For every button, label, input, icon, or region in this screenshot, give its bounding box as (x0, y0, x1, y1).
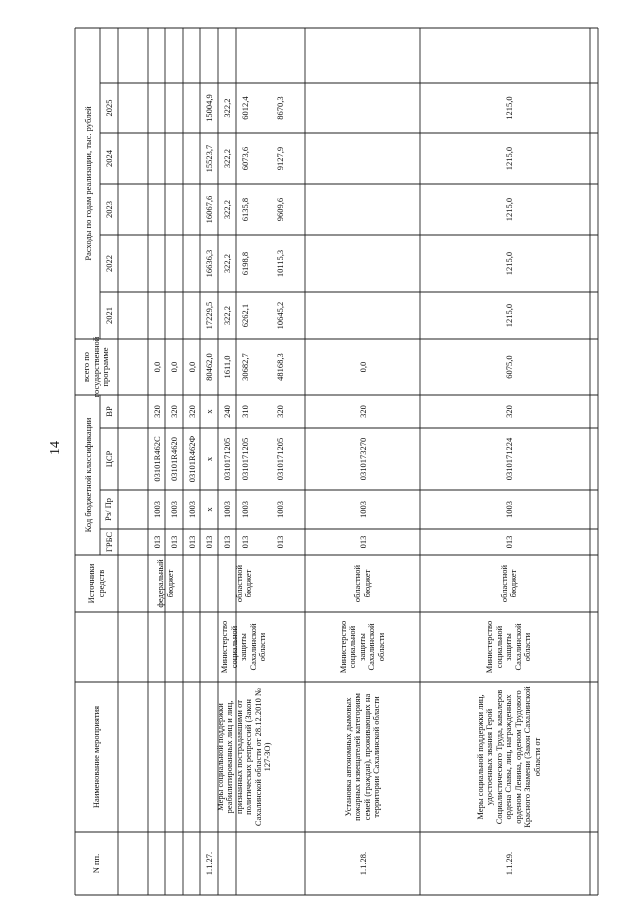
row-grbs: 013 (222, 535, 232, 549)
page-number: 14 (48, 441, 63, 455)
row-year-value (148, 235, 165, 292)
row-vr: 320 (169, 405, 179, 418)
row-rzpr: 1003 (151, 501, 162, 518)
row-total (118, 339, 148, 395)
header-name: Наименование мероприятия (90, 705, 101, 809)
row-rzpr: 1003 (240, 501, 250, 518)
row-rzpr: 1003 (274, 501, 285, 518)
row-year-value: 322,2 (222, 305, 232, 326)
row-year-value: 1215,0 (504, 303, 514, 328)
row-vr (118, 395, 148, 428)
header-expenses-group: Расходы по годам реализации, тыс. рублей (82, 106, 93, 261)
row-year-value (165, 235, 183, 292)
row-csr: 0310171205 (240, 437, 250, 481)
row-source: федеральный бюджет (155, 559, 175, 608)
row-year-value: 15004,9 (204, 94, 214, 122)
row-year-value: 322,2 (222, 98, 232, 118)
row-csr: 0310173270 (357, 437, 368, 481)
row-rzpr: 1003 (186, 501, 197, 518)
row-name: Меры социальной поддержки реабилитированных лиц и лиц, признанных пострадавшими от политических репрессий (Закон Сахалинской области от 28.12.2010 № 127-ЗО) (214, 687, 272, 827)
row-grbs: 013 (240, 535, 250, 549)
row-grbs: 013 (186, 535, 197, 549)
header-num: N пп. (90, 853, 101, 874)
row-csr: 03101R4620 (169, 437, 179, 481)
row-year-value (118, 184, 148, 235)
row-year-value: 322,2 (222, 148, 232, 169)
header-kbk-group: Код бюджетной классификации (82, 417, 93, 533)
row-year-value (165, 292, 183, 339)
row-rzpr (118, 490, 148, 529)
row-source: областной бюджет (498, 564, 518, 603)
row-year-value (118, 133, 148, 184)
row-csr: 03101R462Ф (186, 435, 197, 483)
header-year: 2023 (104, 201, 114, 218)
row-year-value (148, 133, 165, 184)
header-year: 2025 (104, 99, 114, 117)
row-csr: 0310171205 (274, 437, 285, 481)
row-year-value (183, 184, 200, 235)
row-executor: Министерство социальной защиты Сахалинской области (219, 620, 268, 674)
row-grbs: 013 (151, 535, 162, 549)
row-year-value (305, 235, 420, 292)
row-name: Установка автономных дымовых пожарных извещателей категориям семей (граждан), проживающих на территории Сахалинской области (342, 693, 381, 821)
row-total: 30682,7 (240, 353, 250, 381)
row-year-value (165, 133, 183, 184)
row-grbs: 013 (274, 535, 285, 549)
row-year-value (165, 184, 183, 235)
row-year-value (305, 133, 420, 184)
row-year-value (305, 292, 420, 339)
header-year: 2024 (104, 150, 114, 167)
row-total: 6075,0 (504, 355, 514, 379)
row-year-value: 6262,1 (240, 303, 250, 328)
row-executor: Министерство социальной защиты Сахалинской области (484, 620, 533, 674)
row-year-value (305, 184, 420, 235)
row-csr: x (204, 456, 214, 462)
header-rzpr: Рз/ Пр (103, 498, 114, 521)
row-grbs: 013 (357, 535, 368, 549)
row-year-value: 16067,6 (204, 195, 214, 224)
header-vr: ВР (104, 406, 114, 417)
row-csr: 0310171224 (504, 437, 514, 481)
row-rzpr: 1003 (357, 501, 368, 518)
row-year-value: 16636,3 (204, 249, 214, 278)
row-rzpr: 1003 (169, 501, 179, 518)
row-year-value: 15523,7 (204, 144, 214, 173)
header-source: Источники средств (86, 563, 106, 604)
row-name: Меры социальной поддержки лиц, удостоенных звания Герой Социалистического Труда, кавалеров ордена Славы, лиц, награжденных орденом Ленина, орденом Трудового Красного Знамени (Закон Сахалинской области от (474, 686, 542, 828)
row-rzpr: x (204, 507, 214, 512)
header-executor (75, 612, 118, 682)
row-year-value: 8670,3 (274, 96, 285, 120)
row-year-value (148, 83, 165, 133)
row-vr: 320 (151, 405, 162, 418)
row-vr: 310 (240, 405, 250, 418)
row-year-value: 1215,0 (504, 146, 514, 171)
header-year: 2021 (104, 307, 114, 324)
row-grbs: 013 (504, 535, 514, 549)
row-year-value: 1215,0 (504, 251, 514, 276)
row-year-value: 6012,4 (240, 96, 250, 120)
row-executor: Министерство социальной защиты Сахалинской области (337, 620, 386, 674)
row-year-value (118, 292, 148, 339)
row-year-value (165, 83, 183, 133)
row-year-value: 322,2 (222, 199, 232, 220)
row-total: 48168,3 (274, 353, 285, 381)
row-year-value (183, 83, 200, 133)
row-num: 1.1.27. (204, 851, 214, 876)
row-vr: 320 (357, 405, 368, 418)
row-vr: 320 (504, 405, 514, 418)
row-total: 0,0 (151, 361, 162, 373)
row-year-value: 6198,8 (240, 251, 250, 276)
row-csr: 03101R462C (151, 436, 162, 482)
row-year-value (183, 292, 200, 339)
header-grbs: ГРБС (104, 531, 114, 553)
header-csr: ЦСР (104, 450, 114, 468)
row-num: 1.1.29. (504, 851, 514, 876)
row-year-value (118, 235, 148, 292)
row-source: областной бюджет (233, 564, 253, 603)
row-total: 0,0 (169, 361, 179, 373)
row-csr (118, 428, 148, 490)
row-year-value (148, 292, 165, 339)
row-grbs: 013 (169, 535, 179, 549)
row-year-value (118, 83, 148, 133)
row-grbs (118, 529, 148, 555)
row-total: 1611,0 (222, 355, 232, 379)
row-total: 80462,0 (204, 353, 214, 381)
row-total: 0,0 (357, 361, 368, 373)
row-year-value (183, 235, 200, 292)
row-year-value (305, 83, 420, 133)
row-year-value: 10645,2 (274, 301, 285, 330)
row-vr: x (204, 409, 214, 414)
row-rzpr: 1003 (222, 501, 232, 518)
row-year-value: 322,2 (222, 253, 232, 274)
row-year-value: 17229,5 (204, 301, 214, 330)
row-num: 1.1.28. (357, 851, 368, 876)
row-year-value: 10115,3 (274, 249, 285, 278)
row-year-value (183, 133, 200, 184)
row-csr: 0310171205 (222, 437, 232, 481)
row-vr: 240 (222, 405, 232, 418)
row-vr: 320 (186, 405, 197, 418)
row-year-value: 9127,9 (274, 146, 285, 171)
header-total: всего по государственной программе (81, 336, 111, 398)
row-year-value: 9609,6 (274, 197, 285, 222)
row-grbs: 013 (204, 535, 214, 549)
row-year-value (148, 184, 165, 235)
row-total: 0,0 (186, 361, 197, 373)
row-year-value: 1215,0 (504, 96, 514, 120)
row-source: областной бюджет (352, 564, 372, 603)
row-year-value: 6073,6 (240, 146, 250, 171)
header-year: 2022 (104, 255, 114, 272)
row-rzpr: 1003 (504, 501, 514, 518)
row-year-value: 6135,8 (240, 197, 250, 222)
row-vr: 320 (274, 405, 285, 418)
row-year-value: 1215,0 (504, 197, 514, 222)
